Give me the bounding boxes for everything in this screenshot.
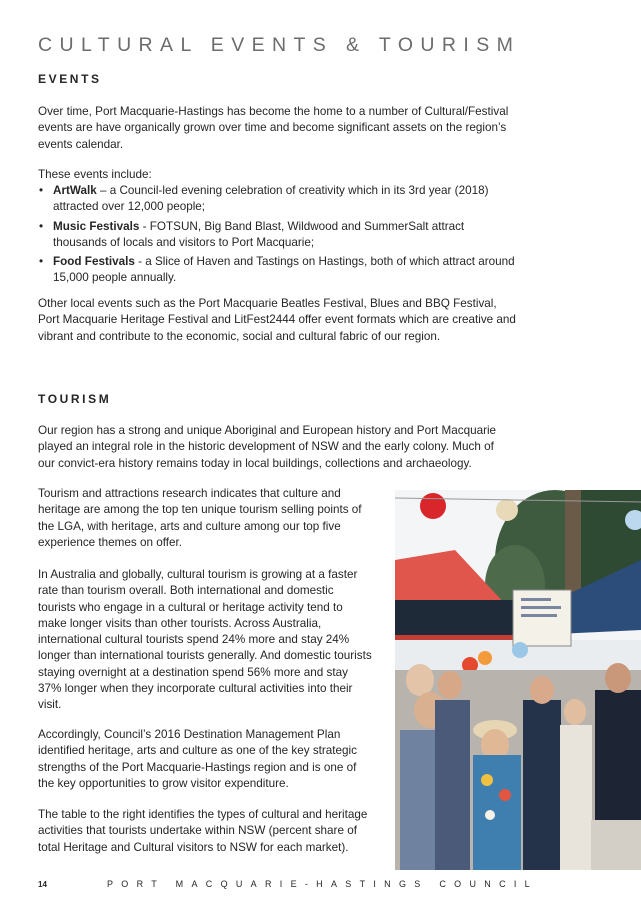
list-item: • Food Festivals - a Slice of Haven and Tastings on Hastings, both of which attract around 15,000 people annually.: [39, 255, 515, 285]
events-heading: EVENTS: [38, 72, 102, 86]
events-intro: Over time, Port Macquarie-Hastings has become the home to a number of Cultural/Festival events are have organically grown over time and become significant assets on the region’s events calendar.: [38, 105, 509, 151]
page-title: CULTURAL EVENTS & TOURISM: [38, 34, 521, 56]
list-item: • ArtWalk – a Council-led evening celebration of creativity which in its 3rd year (2018) attracted over 12,000 people;: [39, 184, 489, 214]
events-list: [38, 183, 518, 290]
events-closing: Other local events such as the Port Macquarie Beatles Festival, Blues and BBQ Festival, Port Macquarie Heritage Festival and LitFest2444 offer event formats which are creative and vibrant and contribute to the economic, social and cultural fabric of our region.: [38, 297, 516, 343]
bullet-name: ArtWalk: [53, 184, 97, 197]
bullet-text: - a Slice of Haven and Tastings on Hastings, both of which attract around 15,000 people annually.: [53, 255, 515, 285]
festival-crowd-photo: [395, 490, 641, 870]
tourism-heading: TOURISM: [38, 392, 112, 406]
footer-council-name: PORT MACQUARIE-HASTINGS COUNCIL: [107, 879, 538, 889]
bullet-name: Music Festivals: [53, 219, 140, 233]
bullet-text: - FOTSUN, Big Band Blast, Wildwood and SummerSalt attract thousands of locals and visitors to Port Macquarie;: [53, 219, 465, 249]
list-item: • Music Festivals - FOTSUN, Big Band Blast, Wildwood and SummerSalt attract thousands of locals and visitors to Port Macquarie;: [39, 219, 465, 249]
page-number: 14: [38, 880, 47, 889]
tourism-paragraph-1: Our region has a strong and unique Aboriginal and European history and Port Macquarie played an integral role in the historic development of NSW and the early colony. Much of our convict-era history remains today in local buildings, collections and archaeology.: [38, 424, 497, 470]
bullet-name: Food Festivals: [53, 255, 135, 269]
tourism-paragraph-5: The table to the right identifies the types of cultural and heritage activities that tourists undertake within NSW (percent share of total Heritage and Cultural visitors to NSW for each market).: [38, 808, 368, 854]
events-list-intro: These events include:: [38, 168, 152, 181]
tourism-paragraph-2: Tourism and attractions research indicates that culture and heritage are among the top ten unique tourism selling points of the LGA, with heritage, arts and culture among our top five experience themes on offer.: [38, 487, 362, 549]
tourism-paragraph-3: In Australia and globally, cultural tourism is growing at a faster rate than tourism overall. Both international and domestic tourists who engage in a cultural or heritage activity tend to make longer visits than other tourists. Across Australia, international cultural tourists spend 24% more and stay 24% longer than international tourists generally. And domestic tourists staying overnight at a destination spend 56% more and stay 37% longer when they incorporate cultural activities into their visit.: [38, 568, 372, 712]
bullet-text: – a Council-led evening celebration of creativity which in its 3rd year (2018) attracted over 12,000 people;: [53, 184, 489, 214]
tourism-paragraph-4: Accordingly, Council’s 2016 Destination Management Plan identified heritage, arts and culture as one of the key strategic strengths of the Port Macquarie-Hastings region and is one of the key opportunities to grow visitor expenditure.: [38, 728, 357, 790]
